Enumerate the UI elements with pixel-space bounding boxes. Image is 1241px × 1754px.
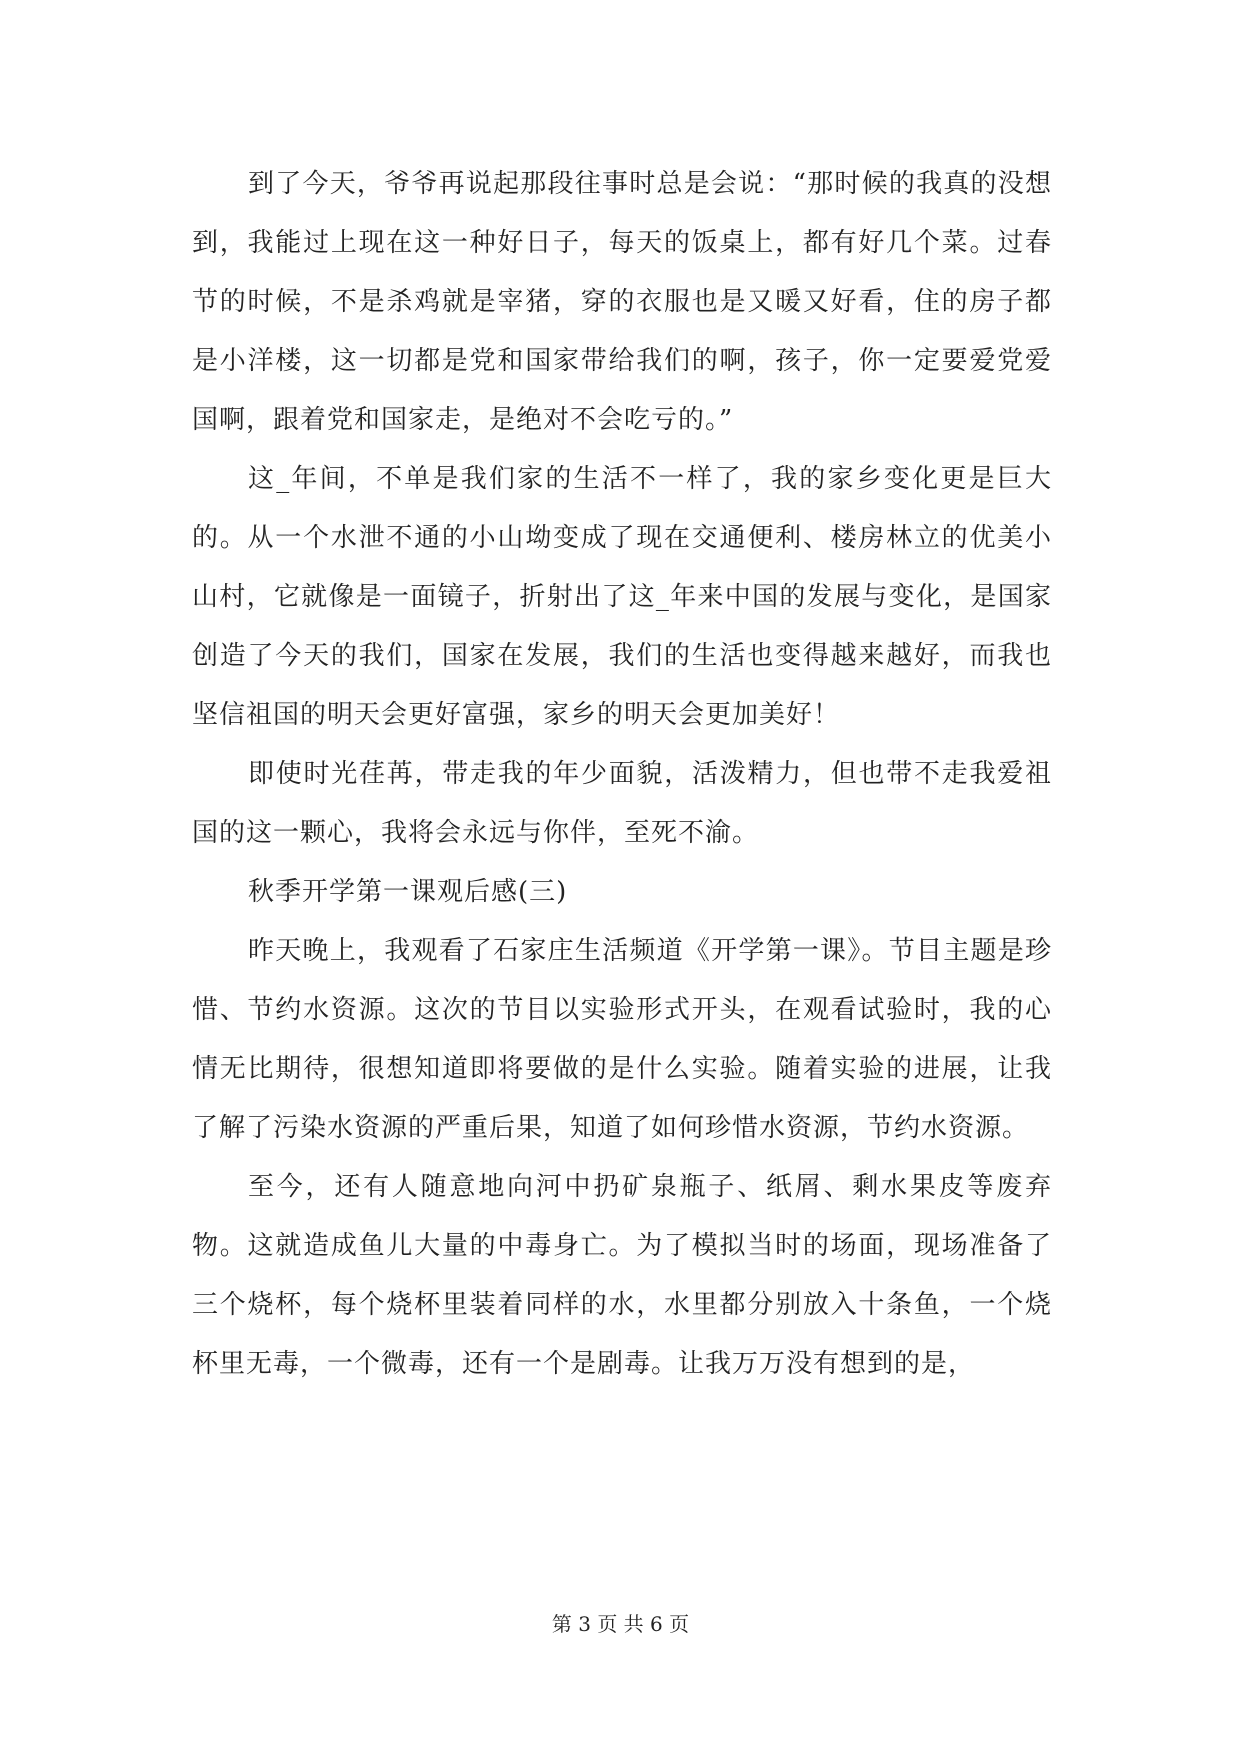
paragraph-program-intro: 昨天晚上，我观看了石家庄生活频道《开学第一课》。节目主题是珍惜、节约水资源。这次的节目以实验形式开头，在观看试验时，我的心情无比期待，很想知道即将要做的是什么实验。随着实验的进展，让我了解了污染水资源的严重后果，知道了如何珍惜水资源，节约水资源。 <box>192 936 1052 1143</box>
paragraph-hometown-change: 这_年间，不单是我们家的生活不一样了，我的家乡变化更是巨大的。从一个水泄不通的小山坳变成了现在交通便利、楼房林立的优美小山村，它就像是一面镜子，折射出了这_年来中国的发展与变化，是国家创造了今天的我们，国家在发展，我们的生活也变得越来越好，而我也坚信祖国的明天会更好富强，家乡的明天会更加美好！ <box>192 464 1052 730</box>
body-text <box>192 155 1052 1394</box>
paragraph-love-country: 即使时光荏苒，带走我的年少面貌，活泼精力，但也带不走我爱祖国的这一颗心，我将会永远与你伴，至死不渝。 <box>192 759 1052 848</box>
paragraph-experiment: 至今，还有人随意地向河中扔矿泉瓶子、纸屑、剩水果皮等废弃物。这就造成鱼儿大量的中毒身亡。为了模拟当时的场面，现场准备了三个烧杯，每个烧杯里装着同样的水，水里都分别放入十条鱼，一个烧杯里无毒，一个微毒，还有一个是剧毒。让我万万没有想到的是， <box>192 1172 1052 1379</box>
section-heading: 秋季开学第一课观后感(三) <box>248 877 568 907</box>
paragraph-grandfather-quote: 到了今天，爷爷再说起那段往事时总是会说：“那时候的我真的没想到，我能过上现在这一种好日子，每天的饭桌上，都有好几个菜。过春节的时候，不是杀鸡就是宰猪，穿的衣服也是又暖又好看，住的房子都是小洋楼，这一切都是党和国家带给我们的啊，孩子，你一定要爱党爱国啊，跟着党和国家走，是绝对不会吃亏的。” <box>192 169 1052 435</box>
page-footer: 第 3 页 共 6 页 <box>551 1612 690 1636</box>
